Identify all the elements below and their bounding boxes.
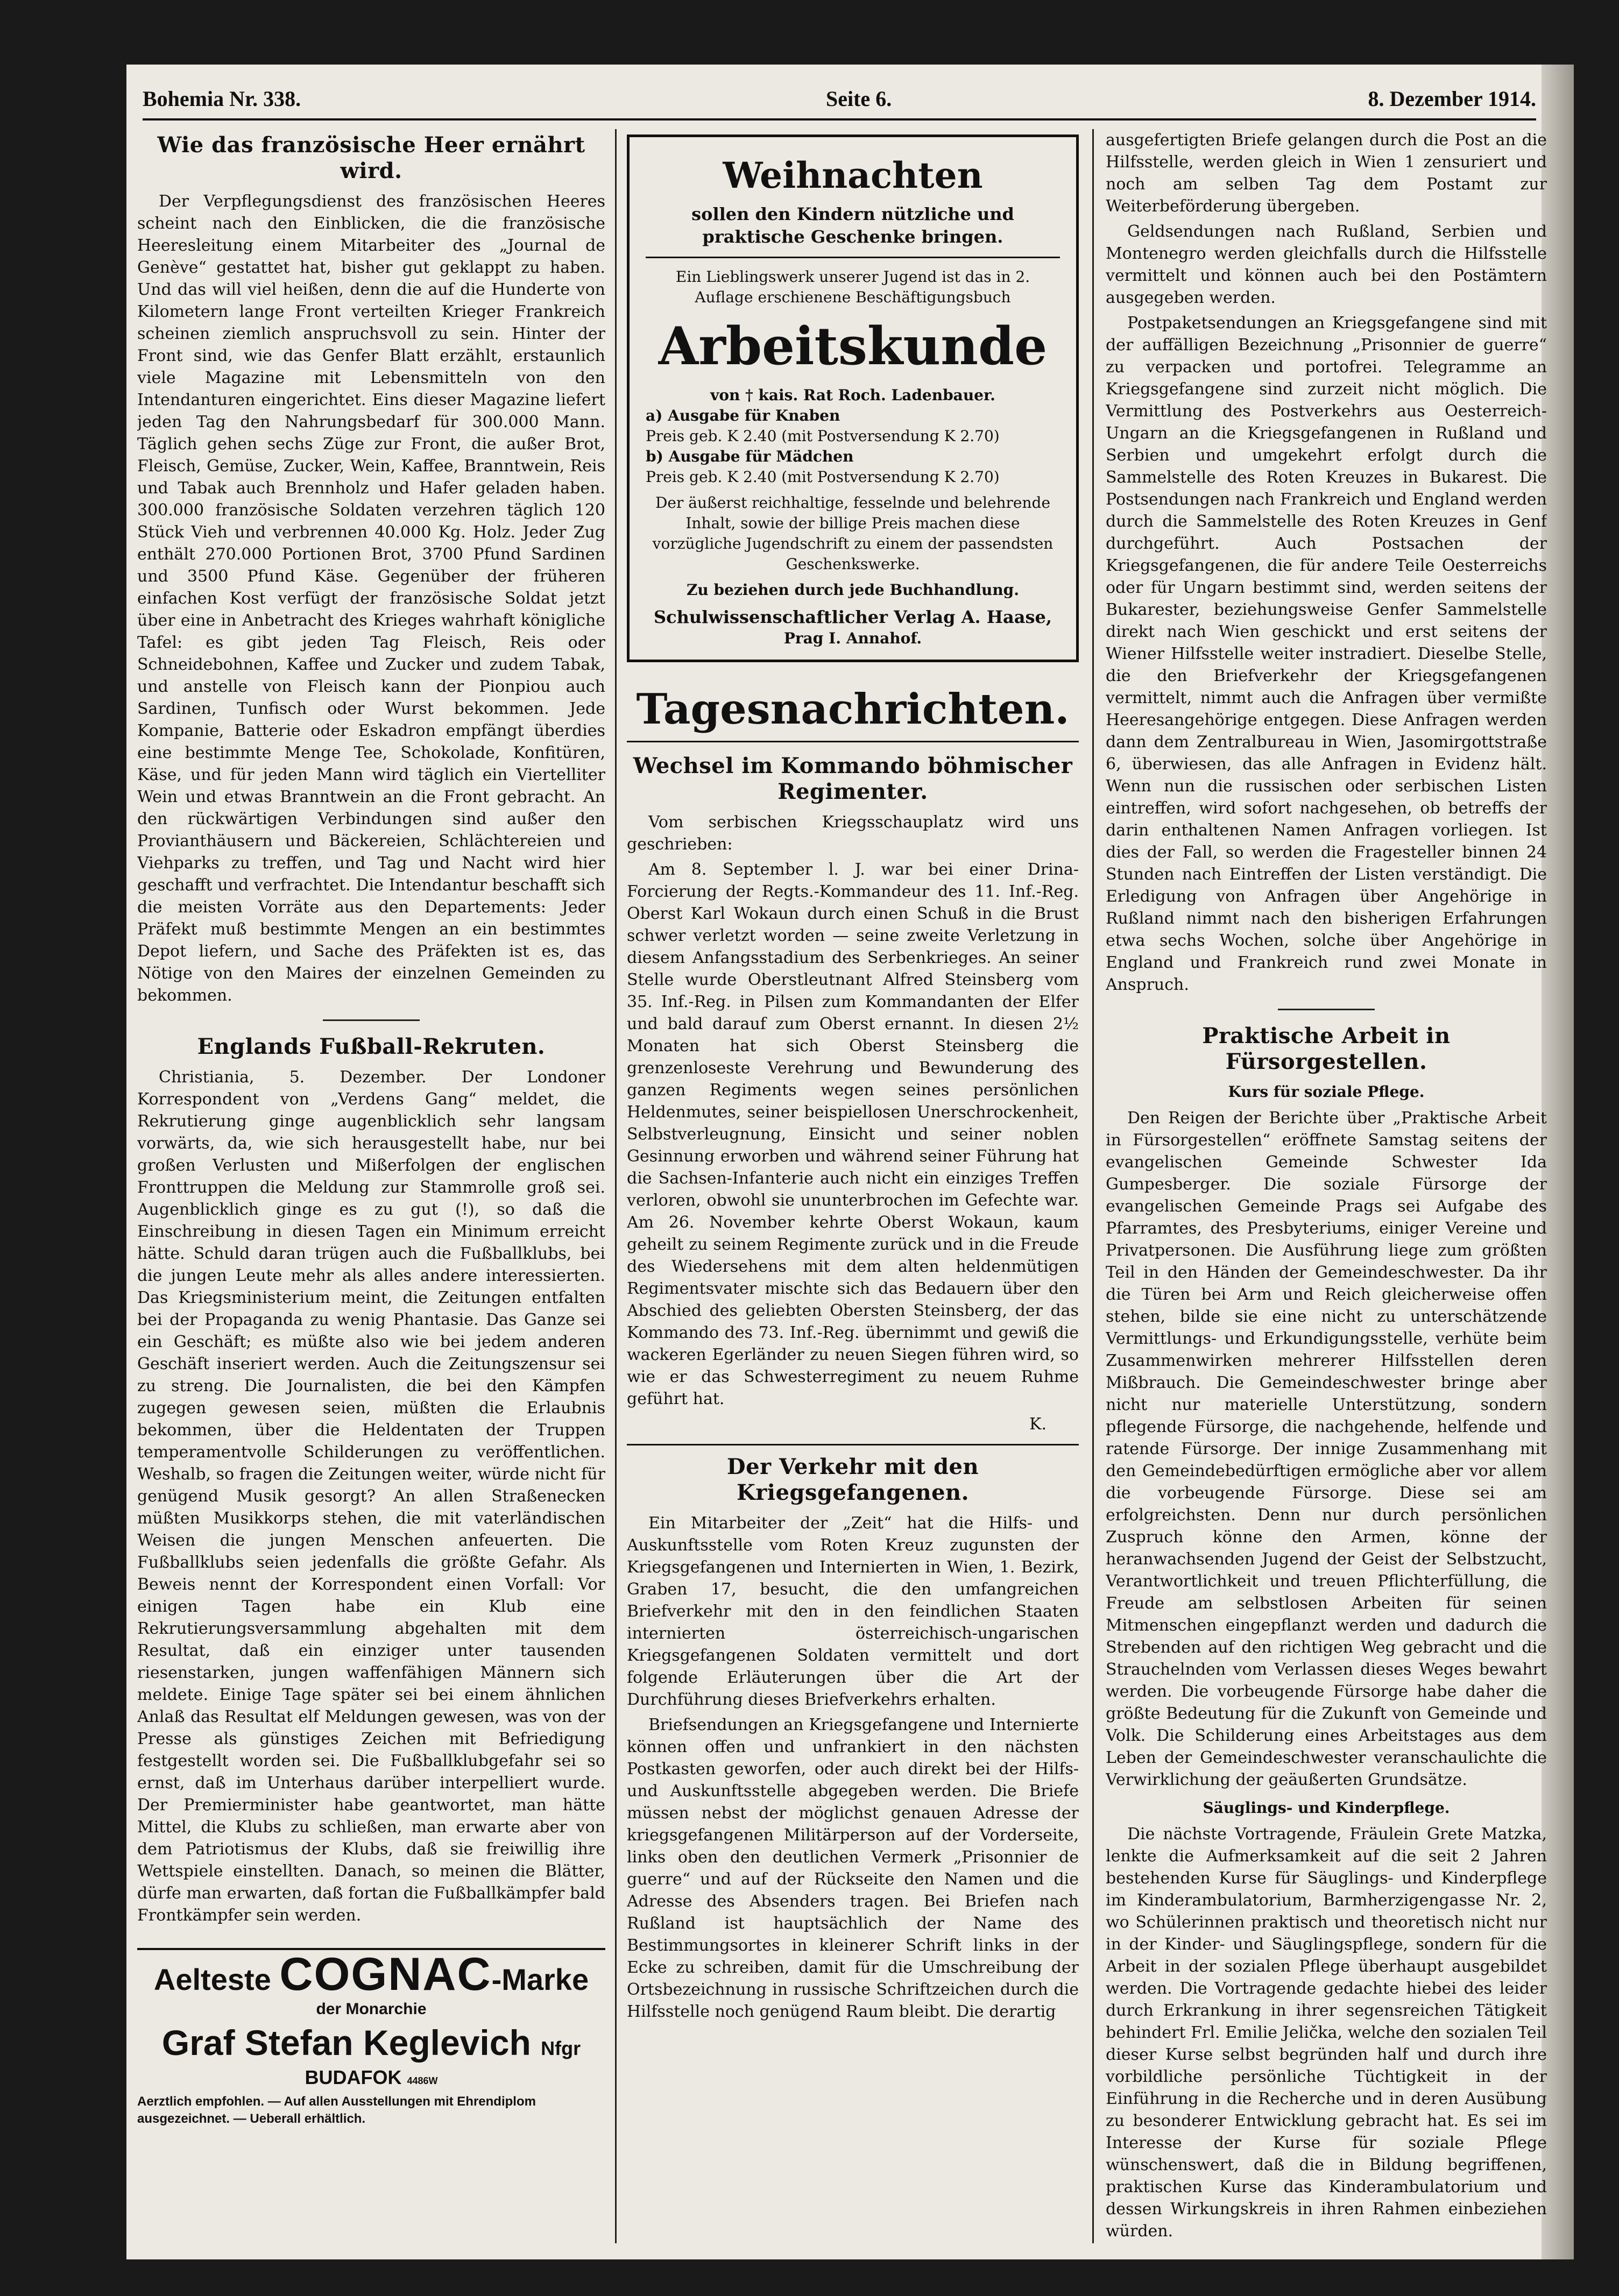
ad-description: Der äußerst reichhaltige, fesselnde und belehrende Inhalt, sowie der billige Preis machen diese vorzügliche Jugendschrift zu einem der passendsten Geschenkswerke. — [652, 494, 1054, 573]
article-paragraph: Vom serbischen Kriegsschauplatz wird uns geschrieben: — [627, 813, 1079, 854]
cognac-location — [137, 2065, 605, 2093]
ad-intro: Ein Lieblingswerk unserer Jugend ist das in 2. Auflage erschienene Beschäftigungsbuch — [675, 268, 1030, 306]
ad-price-b: Preis geb. K 2.40 (mit Postversendung K 2.70) — [646, 468, 1000, 486]
newspaper-page — [126, 65, 1574, 2259]
ad-price-a: Preis geb. K 2.40 (mit Postversendung K 2.70) — [646, 427, 1000, 445]
article-rule — [627, 1444, 1079, 1445]
ad-order-note: Zu beziehen durch jede Buchhandlung. — [686, 581, 1020, 599]
article-title: Der Verkehr mit den Kriegsgefangenen. — [726, 1454, 979, 1505]
cognac-oldest: Aelteste — [153, 1962, 271, 1996]
ad-title: Weihnachten — [723, 154, 983, 196]
ad-edition-b: b) Ausgabe für Mädchen — [646, 448, 854, 465]
section-title: Tagesnachrichten. — [627, 684, 1079, 742]
cognac-headline — [137, 1948, 605, 2000]
article-title: Praktische Arbeit in Fürsorgestellen. — [1202, 1023, 1451, 1074]
cognac-brand: COGNAC — [279, 1948, 492, 2000]
ad-rule — [646, 257, 1060, 258]
article-subtitle: Säuglings- und Kinderpflege. — [1203, 1799, 1450, 1817]
column-divider — [615, 129, 617, 2243]
article-subtitle: Kurs für soziale Pflege. — [1228, 1083, 1425, 1101]
article-paragraph: ausgefertigten Briefe gelangen durch die Post an die Hilfsstelle, werden gleich in Wien 1 zensuriert und noch am selben Tag dem Postamt zur Weiterbeförderung übergeben. — [1106, 131, 1547, 216]
cognac-advertisement — [137, 1948, 605, 2128]
cognac-monarchy: der Monarchie — [316, 2000, 427, 2018]
ad-edition-a: a) Ausgabe für Knaben — [646, 407, 840, 424]
article-paragraph: Die nächste Vortragende, Fräulein Grete Matzka, lenkte die Aufmerksamkeit auf die seit 2 Jahren bestehenden Kurse für Säuglings- und Kinderpflege im Kinderambulatorium, Barmherzigengasse Nr. 2, wo Schülerinnen praktisch und theoretisch nicht nur in der Kinder- und Säuglingspflege, sondern für die Arbeit in der sozialen Pflege überhaupt ausgebildet werden. Die Vortragende gedachte hiebei des leider durch Erkrankung in ihrer segensreichen Tätigkeit behindert Frl. Emilie Jelička, welche den sozialen Teil dieser Kurse selbst begründen half und durch ihre vorbildliche persönliche Tüchtigkeit in der Einführung in die Recherche und in deren Ausübung zu besonderer Entwicklung gebracht hat. Es sei im Interesse der Kurse für soziale Pflege wünschenswert, daß die in Bildung begriffenen, praktischen Kurse das Kinderambulatorium und dessen Wirkungskreis in ihren Rahmen einbeziehen würden. — [1106, 1825, 1547, 2241]
article-paragraph: Der Verpflegungsdienst des französischen Heeres scheint nach den Einblicken, die die französische Heeresleitung einem Mitarbeiter des „Journal de Genève“ gestattet hat, bisher gut geklappt zu haben. Und das will viel heißen, denn die auf die Hunderte von Kilometern lange Front verteilten Krieger Frankreich scheinen ziemlich anspruchsvoll zu sein. Hinter der Front sind, wie das Genfer Blatt erzählt, erstaunlich viele Magazine mit Lebensmitteln von den Intendanturen eingerichtet. Eins dieser Magazine liefert jeden Tag den Nahrungsbedarf für 300.000 Mann. Täglich gehen sechs Züge zur Front, die außer Brot, Fleisch, Gemüse, Zucker, Wein, Kaffee, Branntwein, Reis und Tabak auch Brennholz und Hafer geladen haben. 300.000 französische Soldaten verzehren täglich 120 Stück Vieh und verbrennen 40.000 Kg. Holz. Jeder Zug enthält 270.000 Portionen Brot, 3700 Pfund Sardinen und 3500 Pfund Käse. Gegenüber der früheren einfachen Kost verfügt der französische Soldat jetzt über eine in Anbetracht des Krieges wahrhaft königliche Tafel: es gibt jeden Tag Fleisch, Reis oder Schneidebohnen, Kaffee und Zucker und zudem Tabak, und anstelle von Fleisch kann der Pionpiou auch Sardinen, Tunfisch oder Wurst bekommen. Jede Kompanie, Batterie oder Eskadron empfängt überdies eine bestimmte Menge Tee, Schokolade, Konfitüren, Käse, und für jeden Mann wird täglich ein Viertelliter Wein und etwas Branntwein an die Front gebracht. An den rückwärtigen Verbindungen sind außer den Provianthäusern und Bäckereien, Schlächtereien und Viehparks zu treffen, und Tag und Nacht wird hier geschafft und verfrachtet. Die Intendantur beschafft sich die meisten Vorräte aus den Departements: Jeder Präfekt muß bestimmte Mengen an ein bestimmtes Depot liefern, und Sache des Präfekten ist es, das Nötige von den Maires der einzelnen Gemeinden zu bekommen. — [137, 192, 605, 1005]
ad-book-title: Arbeitskunde — [658, 316, 1048, 377]
article-paragraph: Ein Mitarbeiter der „Zeit“ hat die Hilfs- und Auskunftsstelle vom Roten Kreuz zugunsten der Kriegsgefangenen und Internierten in Wien, 1. Bezirk, Graben 17, besucht, die den umfangreichen Briefverkehr mit den in den feindlichen Staaten internierten österreichisch-ungarischen Kriegsgefangenen Soldaten vermittelt und dort folgende Erläuterungen über die Art der Durchführung dieses Briefverkehrs erhalten. — [627, 1514, 1079, 1709]
cognac-city: BUDAFOK — [305, 2066, 402, 2088]
article-title: Wechsel im Kommando böhmischer Regimenter. — [633, 753, 1073, 804]
header-page-number: Seite 6. — [826, 87, 892, 111]
book-advertisement — [627, 134, 1079, 662]
article-paragraph: Den Reigen der Berichte über „Praktische Arbeit in Fürsorgestellen“ eröffnete Samstag seitens der evangelischen Gemeinde Schwester Ida Gumpesberger. Die soziale Fürsorge der evangelischen Gemeinde Prags sei Aufgabe des Pfarramtes, des Presbyteriums, einiger Vereine und Privatpersonen. Die Ausführung liege zum größten Teil in den Händen der Gemeindeschwester. Da ihr die Türen bei Arm und Reich gleicherweise offen stehen, bilde sie eine nicht zu unterschätzende Vermittlungs- und Erkundigungsstelle, verhüte beim Zusammenwirken mehrerer Hilfsstellen deren Mißbrauch. Die Gemeindeschwester bringe aber nicht nur materielle Unterstützung, sondern pflegende Fürsorge, die nachgehende, helfende und ratende Fürsorge. Der innige Zusammenhang mit den Gemeindebedürftigen ermögliche aber vor allem die vorbeugende Fürsorge. Diese sei am erfolgreichsten. Denn nur durch persönlichen Zuspruch könne den Armen, könne der heranwachsenden Jugend der Geist der Selbstzucht, Verantwortlichkeit und treuen Pflichterfüllung, die Freude am selbstlosen Arbeiten für seinen Mitmenschen eingepflanzt werden und dadurch die Strebenden auf den richtigen Weg gebracht und die Strauchelnden vom Verlassen dieses Weges bewahrt werden. Die vorbeugende Fürsorge habe daher die größte Bedeutung für die Zukunft von Gemeinde und Volk. Die Schilderung eines Arbeitstages aus dem Leben der Gemeindeschwester veranschaulichte die Verwirklichung der geäußerten Grundsätze. — [1106, 1109, 1547, 1789]
article-paragraph: Geldsendungen nach Rußland, Serbien und Montenegro werden gleichfalls durch die Hilfsstelle vermittelt und können auch bei den Postämtern ausgegeben werden. — [1106, 222, 1547, 307]
article-paragraph: Postpaketsendungen an Kriegsgefangene sind mit der auffälligen Bezeichnung „Prisonnier de guerre“ zu verpacken und portofrei. Telegramme an Kriegsgefangene sind zurzeit nicht möglich. Die Vermittlung des Postverkehrs aus Oesterreich-Ungarn an die Kriegsgefangenen in Rußland und Serbien und umgekehrt erfolgt durch die Sammelstelle des Roten Kreuzes in Bukarest. Die Postsendungen nach Frankreich und England werden durch die Sammelstelle des Roten Kreuzes in Genf durchgeführt. Auch Postsachen der Kriegsgefangenen, die für andere Teile Oesterreichs oder für Ungarn bestimmt sind, werden seitens der Bukarester, beziehungsweise Genfer Sammelstelle direkt nach Wien geschickt und erst seitens der Wiener Hilfsstelle weiter instradiert. Dieselbe Stelle, die den Briefverkehr der Kriegsgefangenen vermittelt, nimmt auch die Anfragen über vermißte Heeresangehörige entgegen. Diese Anfragen werden dann dem Zentralbureau in Wien, Jasomirgottstraße 6, überwiesen, das alle Anfragen in Evidenz hält. Wenn nun die russischen oder serbischen Listen eintreffen, wird sofort nachgesehen, ob betreffs der darin enthaltenen Namen Anfragen vorliegen. Ist dies der Fall, so werden die Fragesteller binnen 24 Stunden nach Eintreffen der Listen verständigt. Die Erledigung von Anfragen über Angehörige in Rußland nimmt nach den bisherigen Erfahrungen etwa sechs Wochen, solche über Angehörige in England und Frankreich rund zwei Monate in Anspruch. — [1106, 314, 1547, 994]
header-date: 8. Dezember 1914. — [1368, 87, 1536, 111]
ad-publisher-place: Prag I. Annahof. — [783, 629, 922, 647]
separator — [323, 1019, 420, 1021]
separator — [1278, 1009, 1375, 1010]
article-paragraph: Am 8. September l. J. war bei einer Drina-Forcierung der Regts.-Kommandeur des 11. Inf.-Reg. Oberst Karl Wokaun durch einen Schuß in die Brust schwer verletzt worden — seine zweite Verletzung in diesem Anfangsstadium des Serbenkrieges. An seiner Stelle wurde Oberstleutnant Alfred Steinsberg vom 35. Inf.-Reg. in Pilsen zum Kommandanten der Elfer und bald darauf zum Oberst ernannt. In diesen 2½ Monaten hat sich Oberst Steinsberg die grenzenloseste Verehrung und Bewunderung des ganzen Regiments wegen seines persönlichen Heldenmutes, seiner beispiellosen Unerschrockenheit, Selbstverleugnung, Einsicht und seiner noblen Gesinnung erworben und während seiner Führung hat die Sachsen-Infanterie auch nicht ein einziges Treffen verloren, obwohl sie ununterbrochen im Gefechte war. Am 26. November kehrte Oberst Wokaun, kaum geheilt zu seinem Regimente zurück und in die Freude des Wiedersehens mit dem alten heldenmütigen Regimentsvater mischte sich das Bedauern über den Abschied des geliebten Obersten Steinsberg, der das Kommando des 73. Inf.-Reg. übernimmt und gewiß die wackeren Egerländer zu neuen Siegen führen wird, so wie er das Schwesterregiment zu neuem Ruhme geführt hat. — [627, 860, 1079, 1408]
cognac-producer-suffix: Nfgr — [541, 2037, 581, 2059]
cognac-footer: Aerztlich empfohlen. — Auf allen Ausstellungen mit Ehrendiplom ausgezeichnet. — Ueberall erhältlich. — [137, 2094, 536, 2126]
cognac-producer — [137, 2020, 605, 2065]
page-header — [143, 86, 1536, 121]
article-signature: K. — [1029, 1415, 1047, 1434]
article-paragraph: Christiania, 5. Dezember. Der Londoner Korrespondent von „Verdens Gang“ meldet, die Rekrutierung ginge augenblicklich sehr langsam vorwärts, da, wie sich herausgestellt habe, nur bei großen Verlusten und Mißerfolgen der englischen Fronttruppen die Meldung zur Stammrolle groß sei. Augenblicklich ginge es zu gut (!), so daß die Einschreibung in diesen Tagen ein Minimum erreicht hätte. Schuld daran trügen auch die Fußballklubs, bei die jungen Leute mehr als alles andere interessierten. Das Kriegsministerium meint, die Zeitungen entfalten bei der Propaganda zu wenig Phantasie. Das Ganze sei ein Geschäft; es müßte also wie bei jedem anderen Geschäft inseriert werden. Auch die Zeitungszensur sei zu streng. Die Journalisten, die bei den Kämpfen zugegen gewesen seien, müßten die Erlaubnis bekommen, über die Heldentaten der Truppen temperamentvolle Schilderungen zu veröffentlichen. Weshalb, so fragen die Zeitungen weiter, würde nicht für genügend Musik gesorgt? An allen Straßenecken müßten Musikkorps stehen, die mit vaterländischen Weisen die jungen Menschen anfeuerten. Die Fußballklubs seien jedenfalls die größte Gefahr. Als Beweis nennt der Korrespondent einen Vorfall: Vor einigen Tagen habe ein Klub eine Rekrutierungsversammlung abgehalten mit dem Resultat, daß ein einziger unter tausenden riesenstarken, jungen waffenfähigen Männern sich meldete. Einige Tage später sei bei einem ähnlichen Anlaß das Resultat elf Meldungen gewesen, was von der Presse als günstiges Zeichen mit Befriedigung festgestellt worden sei. Die Fußballklubgefahr sei so ernst, daß im Unterhaus darüber interpelliert wurde. Der Premierminister habe geantwortet, man hätte Mittel, die Klubs zu schließen, man erwarte aber von dem Patriotismus der Klubs, daß sie freiwillig ihre Wettspiele einstellten. Danach, so meinen die Blätter, dürfe man erwarten, daß fortan die Fußballkämpfer bald Frontkämpfer sein werden. — [137, 1068, 605, 1925]
column-divider — [1092, 129, 1094, 2243]
ad-publisher: Schulwissenschaftlicher Verlag A. Haase, — [654, 607, 1052, 627]
header-paper-issue: Bohemia Nr. 338. — [143, 87, 301, 111]
column-left — [137, 129, 605, 2243]
cognac-producer-name: Graf Stefan Keglevich — [161, 2023, 531, 2063]
article-paragraph: Briefsendungen an Kriegsgefangene und Internierte können offen und unfrankiert in den nächsten Postkasten geworfen, oder auch direkt bei der Hilfs- und Auskunftsstelle abgegeben werden. Die Briefe müssen nebst der möglichst genauen Adresse der kriegsgefangenen Militärperson auf der Vorderseite, links oben den deutlichen Vermerk „Prisonnier de guerre“ und auf der Rückseite den Namen und die Adresse des Absenders tragen. Bei Briefen nach Rußland ist hauptsächlich der Name des Bestimmungsortes in kleinerer Schrift links in der Ecke zu schreiben, damit für die Umschreibung der Ortsbezeichnung in russische Schriftzeichen durch die Hilfsstelle noch genügend Raum bleibt. Die derartig — [627, 1716, 1079, 2021]
article-title: Wie das französische Heer ernährt wird. — [157, 132, 585, 183]
column-right — [1106, 129, 1547, 2243]
ad-subtitle: sollen den Kindern nützliche und praktische Geschenke bringen. — [691, 204, 1014, 247]
cognac-brand-suffix: -Marke — [491, 1962, 589, 1996]
article-title: Englands Fußball-Rekruten. — [197, 1034, 546, 1059]
ad-author: von † kais. Rat Roch. Ladenbauer. — [710, 386, 995, 404]
column-middle — [627, 129, 1079, 2243]
cognac-ad-code: 4486W — [407, 2075, 438, 2086]
